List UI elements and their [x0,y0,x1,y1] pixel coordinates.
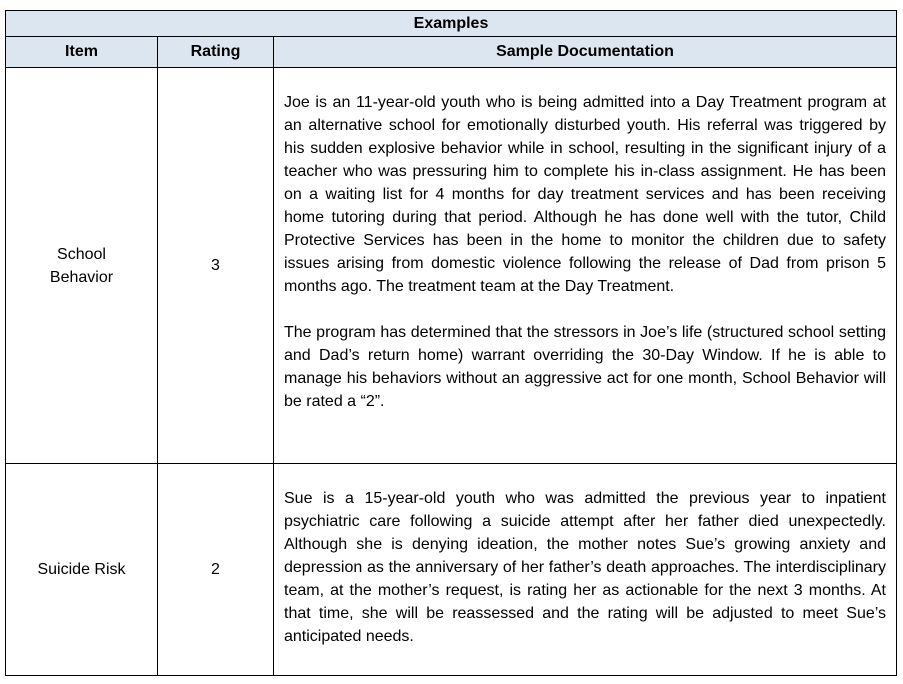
examples-table [5,10,897,676]
rating-cell: 2 [158,464,274,676]
header-item: Item [6,37,158,68]
header-sample-documentation: Sample Documentation [274,37,897,68]
rating-cell: 3 [158,68,274,464]
item-cell: Suicide Risk [6,464,158,676]
documentation-paragraph: The program has determined that the stressors in Joe’s life (structured school setting and Dad’s return home) warrant overriding the 30-Day Window. If he is able to manage his behaviors without an aggressive act for one month, School Behavior will be rated a “2”. [284,324,886,410]
table-row [6,464,897,676]
table-title-row [6,11,897,37]
item-label-line: School [57,245,106,263]
item-label-line: Behavior [49,268,114,286]
documentation-cell [274,464,897,676]
item-cell [6,68,158,464]
examples-table-container [5,10,897,676]
documentation-cell [274,68,897,464]
table-header-row [6,37,897,68]
table-title: Examples [6,11,897,37]
header-rating: Rating [158,37,274,68]
documentation-paragraph: Sue is a 15-year-old youth who was admitted the previous year to inpatient psychiatric care following a suicide attempt after her father died unexpectedly. Although she is denying ideation, the mother notes Sue’s growing anxiety and depression as the anniversary of her father’s death approaches. The interdisciplinary team, at the mother’s request, is rating her as actionable for the next 3 months. At that time, she will be reassessed and the rating will be adjusted to meet Sue’s anticipated needs. [284,490,886,645]
documentation-paragraph: Joe is an 11-year-old youth who is being admitted into a Day Treatment program at an alternative school for emotionally disturbed youth. His referral was triggered by his sudden explosive behavior while in school, resulting in the significant injury of a teacher who was pressuring him to complete his in-class assignment. He has been on a waiting list for 4 months for day treatment services and has been receiving home tutoring during that period. Although he has done well with the tutor, Child Protective Services has been in the home to monitor the children due to safety issues arising from domestic violence following the release of Dad from prison 5 months ago. The treatment team at the Day Treatment. [284,94,886,295]
table-row [6,68,897,464]
